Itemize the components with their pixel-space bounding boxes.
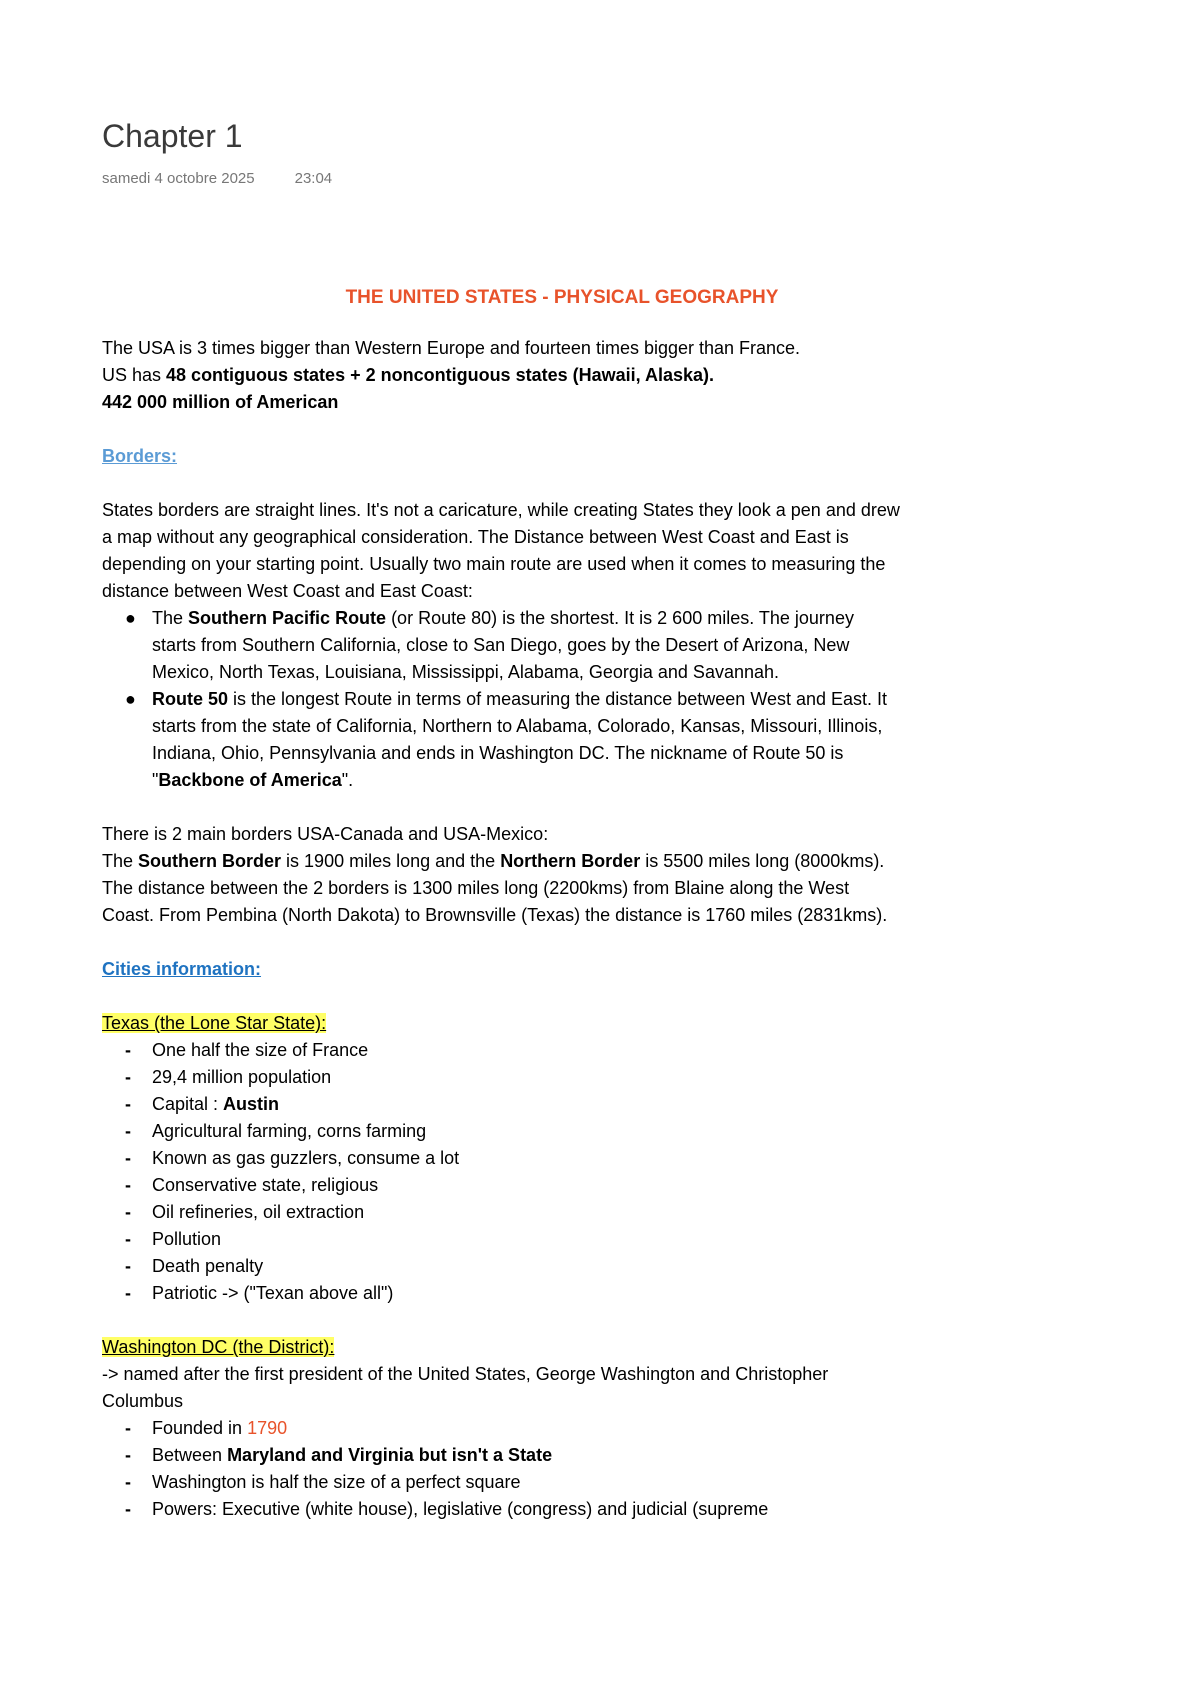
bullet-icon: ● bbox=[125, 608, 136, 628]
list-item: - Pollution bbox=[125, 1229, 222, 1249]
intro-line: 442 000 million of American bbox=[102, 392, 339, 412]
list-item: - Oil refineries, oil extraction bbox=[125, 1202, 365, 1222]
note-body[interactable] bbox=[102, 284, 902, 1523]
list-item: - Death penalty bbox=[125, 1256, 264, 1276]
list-item: - Between Maryland and Virginia but isn't a State bbox=[125, 1445, 553, 1465]
list-item: - Washington is half the size of a perfect square bbox=[125, 1472, 521, 1492]
list-item: - One half the size of France bbox=[125, 1040, 369, 1060]
page-title: Chapter 1 bbox=[102, 118, 243, 154]
list-item: - Patriotic -> ("Texan above all") bbox=[125, 1283, 394, 1303]
borders-heading: Borders: bbox=[102, 446, 178, 466]
list-item: - Powers: Executive (white house), legislative (congress) and judicial (supreme bbox=[125, 1499, 769, 1519]
cities-heading: Cities information: bbox=[102, 959, 262, 979]
dc-heading: Washington DC (the District): bbox=[102, 1337, 335, 1357]
list-item: - Known as gas guzzlers, consume a lot bbox=[125, 1148, 460, 1168]
list-item: - Founded in 1790 bbox=[125, 1418, 288, 1438]
intro-line: The USA is 3 times bigger than Western Europe and fourteen times bigger than France. bbox=[102, 338, 801, 358]
list-item: ● The Southern Pacific Route (or Route 80) is the shortest. It is 2 600 miles. The journey starts from Southern California, close to San Diego, goes by the Desert of Arizona, New Mexico, North Texas, Louisiana, Mississippi, Alabama, Georgia and Savannah. bbox=[152, 605, 902, 686]
list-item: ● Route 50 is the longest Route in terms of measuring the distance between West and East. It starts from the state of California, Northern to Alabama, Colorado, Kansas, Missouri, Illinois, Indiana, Ohio, Pennsylvania and ends in Washington DC. The nickname of Route 50 is "Backbone of America". bbox=[152, 686, 902, 794]
bullet-icon: ● bbox=[125, 689, 136, 709]
routes-list bbox=[102, 605, 902, 794]
dc-intro: -> named after the first president of the United States, George Washington and Christopher Columbus bbox=[102, 1364, 829, 1411]
list-item: - Agricultural farming, corns farming bbox=[125, 1121, 427, 1141]
list-item: - Conservative state, religious bbox=[125, 1175, 379, 1195]
borders-summary: There is 2 main borders USA-Canada and USA-Mexico: bbox=[102, 824, 549, 844]
texas-heading: Texas (the Lone Star State): bbox=[102, 1013, 327, 1033]
borders-paragraph: States borders are straight lines. It's not a caricature, while creating States they look a pen and drew a map without any geographical consideration. The Distance between West Coast and East is depending on your starting point. Usually two main route are used when it comes to measuring the distance between West Coast and East Coast: bbox=[102, 500, 900, 601]
list-item: - Capital : Austin bbox=[125, 1094, 280, 1114]
intro-line: US has 48 contiguous states + 2 noncontiguous states (Hawaii, Alaska). bbox=[102, 365, 714, 385]
texas-list bbox=[102, 1037, 902, 1307]
page-timestamp bbox=[102, 170, 372, 187]
page-time: 23:04 bbox=[294, 170, 333, 187]
dc-list bbox=[102, 1415, 902, 1523]
page-date: samedi 4 octobre 2025 bbox=[102, 170, 255, 187]
document-heading: THE UNITED STATES - PHYSICAL GEOGRAPHY bbox=[345, 287, 779, 308]
list-item: - 29,4 million population bbox=[125, 1067, 332, 1087]
borders-detail: The Southern Border is 1900 miles long and the Northern Border is 5500 miles long (8000kms). The distance between the 2 borders is 1300 miles long (2200kms) from Blaine along the West Coast. From Pembina (North Dakota) to Brownsville (Texas) the distance is 1760 miles (2831kms). bbox=[102, 851, 888, 925]
